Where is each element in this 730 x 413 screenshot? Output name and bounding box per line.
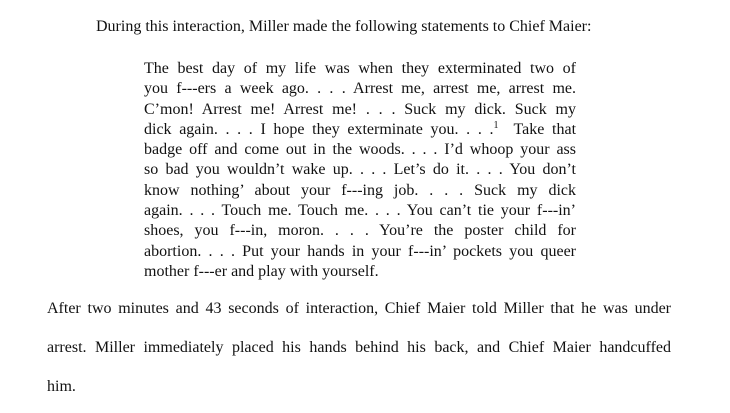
quote-line-continuation: Take that bbox=[498, 120, 577, 138]
quote-line: The best day of my life was when they exterminated two of bbox=[144, 60, 576, 77]
quote-line: again. . . . Touch me. Touch me. . . . You can’t tie your f---in’ bbox=[144, 202, 576, 220]
block-quote bbox=[144, 59, 576, 282]
quote-line: know nothing’ about your f---ing job. . . . Suck my dick bbox=[144, 181, 576, 199]
closing-line: arrest. Miller immediately placed his hands behind his back, and Chief Maier handcuffed bbox=[47, 339, 671, 356]
quote-line-with-footnote bbox=[144, 120, 576, 140]
quote-line: you f---ers a week ago. . . . Arrest me, arrest me, arrest me. bbox=[144, 80, 576, 98]
closing-line: him. bbox=[47, 378, 76, 395]
quote-line: so bad you wouldn’t wake up. . . . Let’s do it. . . . You don’t bbox=[144, 161, 576, 179]
quote-line: abortion. . . . Put your hands in your f---in’ pockets you queer bbox=[144, 242, 576, 260]
quote-line-text: dick again. . . . I hope they exterminate you. . . . bbox=[144, 120, 494, 138]
closing-line: After two minutes and 43 seconds of interaction, Chief Maier told Miller that he was under bbox=[47, 300, 671, 317]
quote-line: shoes, you f---in, moron. . . . You’re the poster child for bbox=[144, 222, 576, 240]
quote-line: badge off and come out in the woods. . . . I’d whoop your ass bbox=[144, 141, 576, 159]
footnote-reference[interactable]: 1 bbox=[493, 119, 499, 131]
quote-line: mother f---er and play with yourself. bbox=[144, 262, 379, 280]
intro-sentence: During this interaction, Miller made the following statements to Chief Maier: bbox=[96, 18, 592, 35]
quote-line: C’mon! Arrest me! Arrest me! . . . Suck my dick. Suck my bbox=[144, 100, 576, 118]
